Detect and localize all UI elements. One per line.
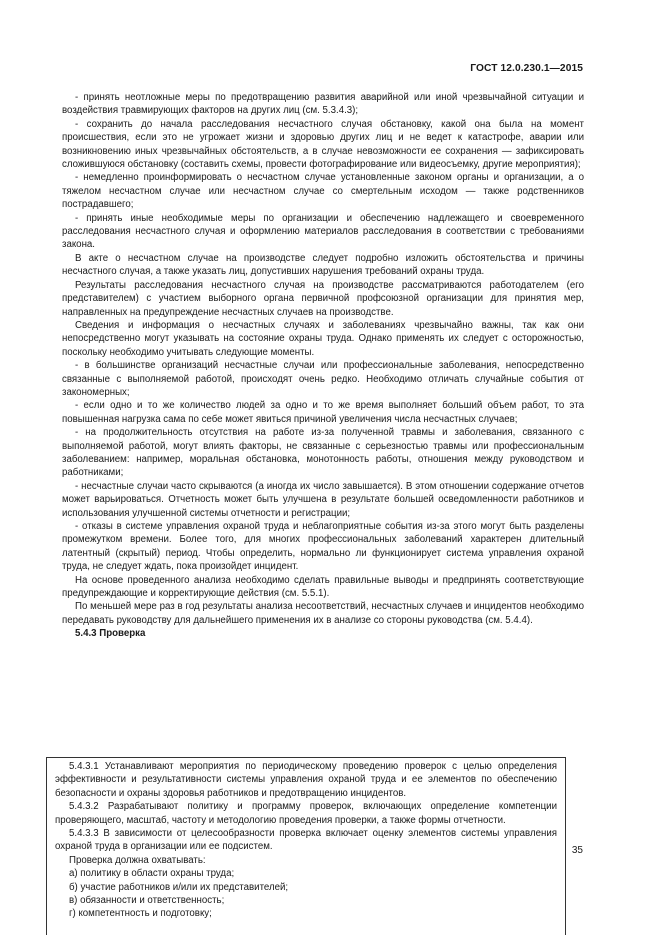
paragraph: Сведения и информация о несчастных случаях и заболеваниях чрезвычайно важны, так как они непосредственно могут указывать на состояние охраны труда. Однако применять их следует с осторожностью, поскольку необходимо учитывать следующие моменты. (62, 319, 584, 358)
paragraph: По меньшей мере раз в год результаты анализа несоответствий, несчастных случаев и инцидентов необходимо передавать руководству для дальнейшего применения их в анализе со стороны руководства (см. 5.4.4). (62, 601, 584, 626)
list-item: а) политику в области охраны труда; (69, 868, 235, 880)
standard-header: ГОСТ 12.0.230.1—2015 (470, 63, 583, 74)
paragraph: В акте о несчастном случае на производстве следует подробно изложить обстоятельства и причины несчастного случая, а также указать лиц, допустивших нарушения требований охраны труда. (62, 252, 584, 278)
box-paragraph: 5.4.3.1 Устанавливают мероприятия по периодическому проведению проверок с целью определения эффективности и результативности системы управления охраной труда и ее элементов по обеспечению безопасности и охраны здоровья работников и предотвращению инцидентов. (55, 761, 557, 799)
paragraph: Результаты расследования несчастного случая на производстве рассматриваются работодателем (его представителем) с участием выборного органа первичной профсоюзной организации для принятия мер, направленных на предупреждение несчастных случаев на производстве. (62, 279, 584, 318)
paragraph: - принять неотложные меры по предотвращению развития аварийной или иной чрезвычайной ситуации и воздействия травмирующих факторов на других лиц (см. 5.3.4.3); (62, 92, 584, 117)
box-paragraph: Проверка должна охватывать: (69, 854, 206, 866)
paragraph: - несчастные случаи часто скрываются (а иногда их число завышается). В этом отношении содержание отчетов может варьироваться. Отчетность может быть улучшена в результате большей осведомленности работников и использования улучшенной системы отчетности и регистрации; (62, 480, 584, 519)
page-number: 35 (571, 845, 583, 856)
box-paragraph: 5.4.3.2 Разрабатывают политику и программу проверок, включающих определение компетенции проверяющего, масштаб, частоту и методологию проведения проверки, а также формы отчетности. (55, 801, 557, 826)
paragraph: На основе проведенного анализа необходимо сделать правильные выводы и предпринять соответствующие предупреждающие и корректирующие действия (см. 5.5.1). (62, 574, 584, 600)
paragraph: - сохранить до начала расследования несчастного случая обстановку, какой она была на момент происшествия, если это не угрожает жизни и здоровью других лиц и не ведет к катастрофе, аварии или возникновению иных чрезвычайных обстоятельств, а в случае невозможности ее сохранения — зафиксировать сложившуюся обстановку (составить схемы, провести фотографирование или видеосъемку, другие мероприятия); (62, 118, 584, 171)
paragraph: - на продолжительность отсутствия на работе из-за полученной травмы и заболевания, связанного с выполняемой работой, могут влиять факторы, не связанные с серьезностью травмы или профессиональным заболеванием: например, моральная обстановка, монотонность работы, отношения между руководством и работниками; (62, 427, 584, 479)
boxed-section (46, 757, 566, 935)
paragraph: - в большинстве организаций несчастные случаи или профессиональные заболевания, непосредственно связанные с выполняемой работой, происходят очень редко. Необходимо отличать случайные события от закономерных; (62, 360, 584, 398)
list-item: г) компетентность и подготовку; (69, 908, 212, 920)
paragraph: - принять иные необходимые меры по организации и обеспечению надлежащего и своевременного расследования несчастного случая и оформлению материалов расследования в соответствии с требованиями закона. (62, 212, 584, 251)
list-item: б) участие работников и/или их представителей; (69, 881, 289, 893)
list-item: в) обязанности и ответственность; (69, 895, 225, 907)
paragraph: - немедленно проинформировать о несчастном случае установленные законом органы и организации, а о тяжелом несчастном случае или несчастном случае со смертельным исходом — также родственников пострадавшего; (62, 172, 584, 211)
paragraph: - отказы в системе управления охраной труда и неблагоприятные события из-за этого могут быть разделены промежутком времени. Более того, для многих профессиональных заболеваний характерен длительный латентный (скрытый) период. Чтобы определить, нормально ли функционирует система управления охраной труда, не следует ждать, пока произойдет инцидент. (62, 521, 584, 573)
section-title: 5.4.3 Проверка (75, 628, 146, 640)
body-text (62, 91, 584, 641)
box-paragraph: 5.4.3.3 В зависимости от целесообразности проверка включает оценку элементов системы управления охраной труда в организации или ее подсистем. (55, 828, 557, 853)
paragraph: - если одно и то же количество людей за одно и то же время выполняет больший объем работ, то эта повышенная нагрузка сама по себе может явиться причиной увеличения числа несчастных случаев; (62, 400, 584, 425)
